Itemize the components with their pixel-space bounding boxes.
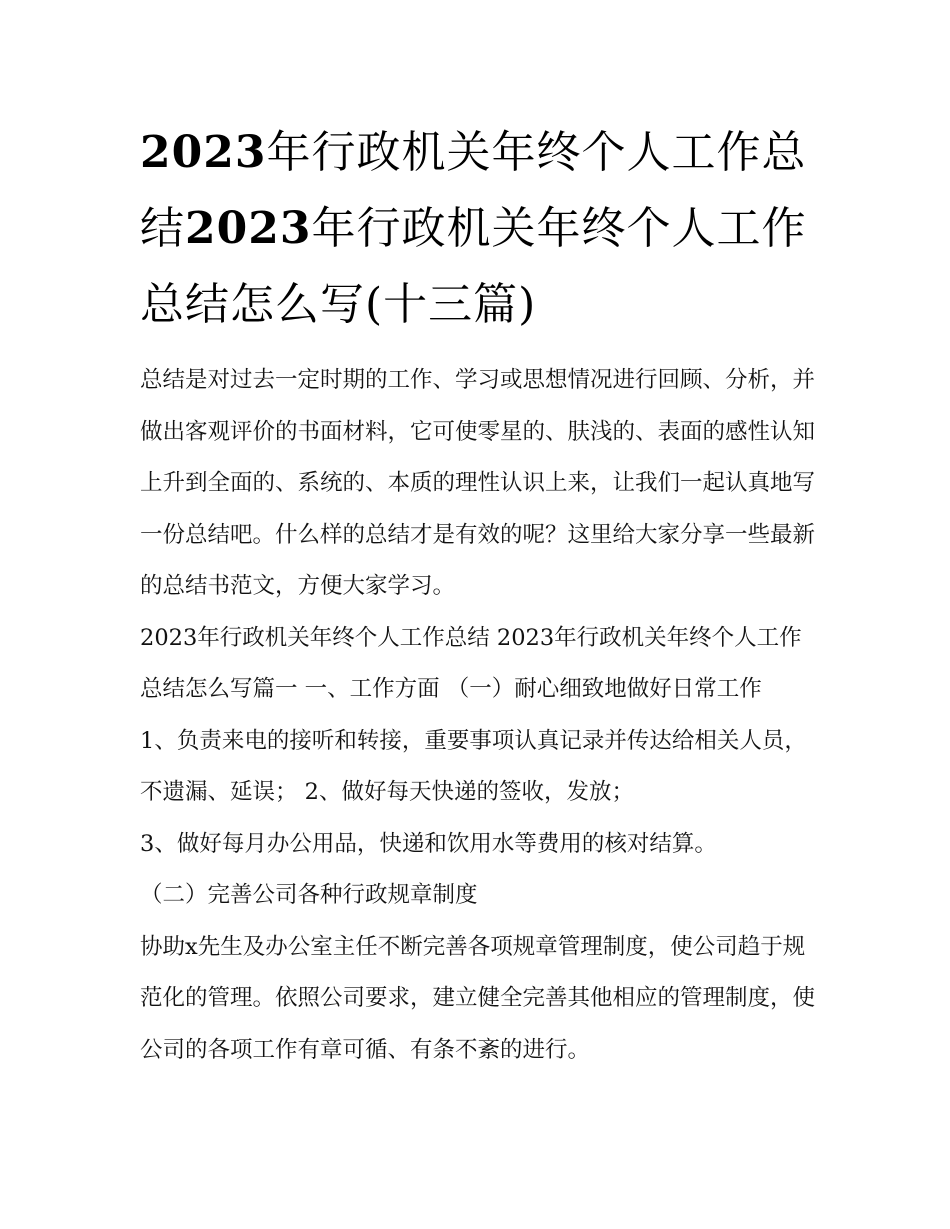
paragraph-item-1-2: 1、负责来电的接听和转接，重要事项认真记录并传达给相关人员，不遗漏、延误； 2、做好每天快递的签收，发放；: [140, 727, 807, 805]
title-year-1: 2023: [140, 127, 267, 178]
title-text-2: 年行政机关年终个人工作总结怎么写(十三篇): [140, 203, 807, 330]
paragraph-rules: 协助x先生及办公室主任不断完善各项规章管理制度，使公司趋于规范化的管理。依照公司要求，建立健全完善其他相应的管理制度，使公司的各项工作有章可循、有条不紊的进行。: [140, 933, 816, 1063]
title-year-2: 2023: [185, 203, 312, 254]
title-text-1: 年行政机关年终个人工作总结: [140, 127, 807, 254]
paragraph-subheading: （二）完善公司各种行政规章制度: [140, 882, 478, 908]
paragraph-item-3: 3、做好每月办公用品，快递和饮用水等费用的核对结算。: [140, 830, 717, 857]
document-title: [140, 115, 820, 343]
paragraph-intro: 总结是对过去一定时期的工作、学习或思想情况进行回顾、分析，并做出客观评价的书面材料，它可使零星的、肤浅的、表面的感性认知上升到全面的、系统的、本质的理性认识上来，让我们一起认真地写一份总结吧。什么样的总结才是有效的呢？这里给大家分享一些最新的总结书范文，方便大家学习。: [140, 367, 816, 599]
document-body: [140, 355, 820, 1076]
paragraph-heading: 2023年行政机关年终个人工作总结 2023年行政机关年终个人工作总结怎么写篇一 一、工作方面 （一）耐心细致地做好日常工作: [140, 624, 802, 702]
